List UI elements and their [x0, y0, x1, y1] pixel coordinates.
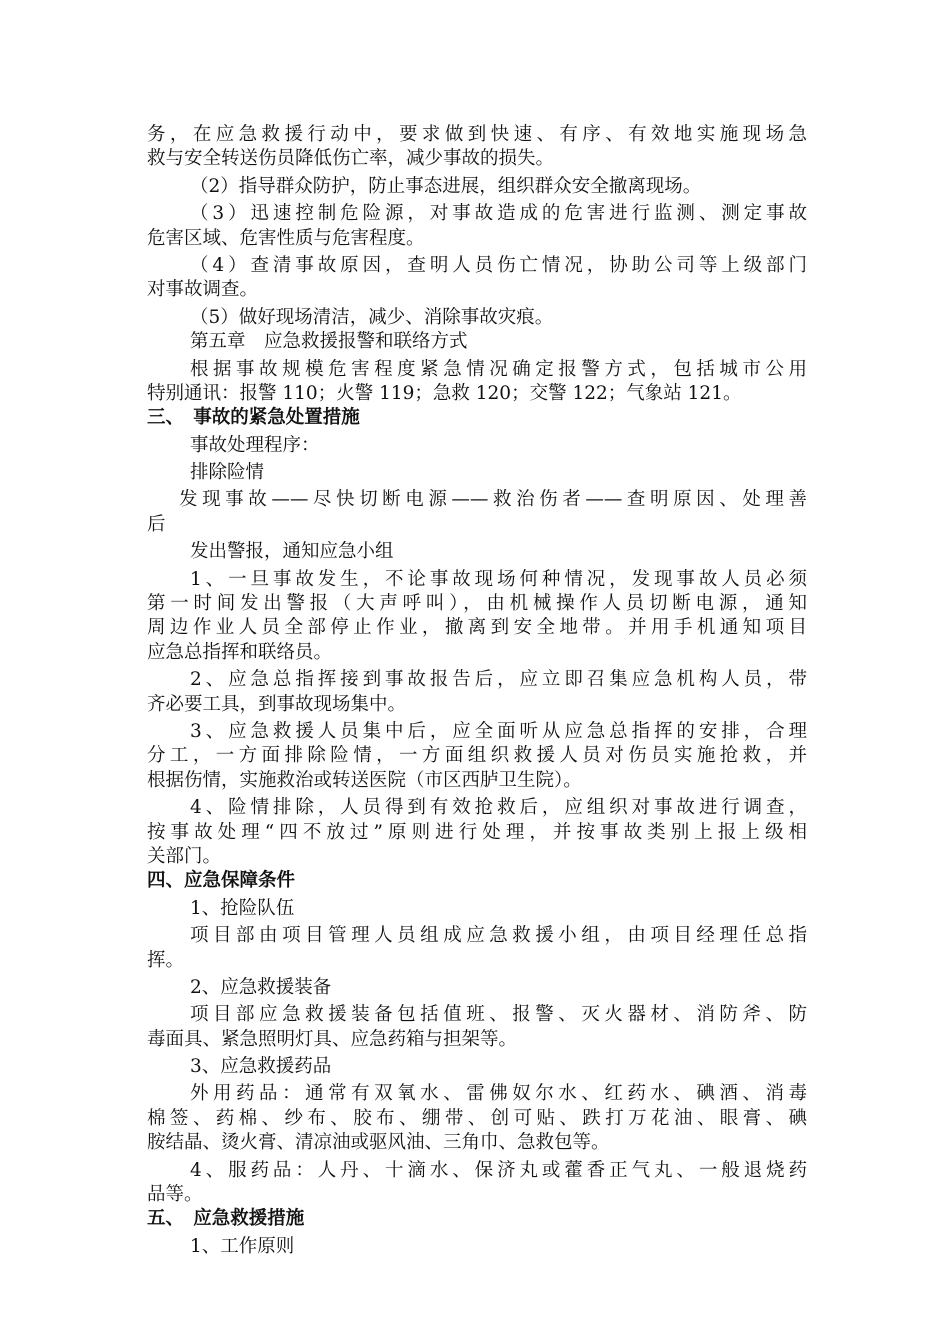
text-line: （2）指导群众防护，防止事态进展，组织群众安全撤离现场。	[190, 175, 702, 197]
text-line: 排除险情	[190, 462, 265, 484]
section-heading: 五、 应急救援措施	[147, 1208, 305, 1230]
text-line: 危害区域、危害性质与危害程度。	[147, 227, 425, 249]
text-line: 分工，一方面排除险情，一方面组织救援人员对伤员实施抢救，并	[147, 745, 807, 767]
text-line: 务，在应急救援行动中，要求做到快速、有序、有效地实施现场急	[147, 124, 807, 145]
text-line: 1、抢险队伍	[190, 897, 295, 919]
text-line: 品等。	[147, 1184, 203, 1206]
chapter-heading: 第五章 应急救援报警和联络方式	[190, 331, 468, 353]
text-line: 关部门。	[147, 845, 222, 867]
text-line: 4、险情排除，人员得到有效抢救后，应组织对事故进行调查，	[190, 797, 807, 819]
section-heading: 三、 事故的紧急处置措施	[147, 407, 360, 429]
text-line: 外用药品：通常有双氧水、雷佛奴尔水、红药水、碘酒、消毒	[190, 1083, 807, 1105]
text-line: 发出警报，通知应急小组	[190, 541, 394, 563]
document-body	[147, 123, 807, 1259]
text-line: 特别通讯：报警 110；火警 119；急救 120；交警 122；气象站 121。	[147, 382, 742, 404]
section-heading: 四、应急保障条件	[147, 870, 296, 892]
text-line: 毒面具、紧急照明灯具、应急药箱与担架等。	[147, 1028, 518, 1050]
text-line: 1、一旦事故发生，不论事故现场何种情况，发现事故人员必须	[190, 568, 807, 590]
text-line: 事故处理程序：	[190, 434, 320, 456]
text-line: 根据事故规模危害程度紧急情况确定报警方式，包括城市公用	[190, 358, 807, 380]
text-line: （4）查清事故原因，查明人员伤亡情况，协助公司等上级部门	[190, 254, 807, 276]
text-line: （3）迅速控制危险源，对事故造成的危害进行监测、测定事故	[190, 203, 807, 225]
text-line: 4、服药品：人丹、十滴水、保济丸或藿香正气丸、一般退烧药	[190, 1159, 807, 1181]
text-line: 周边作业人员全部停止作业，撤离到安全地带。并用手机通知项目	[147, 617, 807, 639]
text-line: 根据伤情，实施救治或转送医院（市区西胪卫生院）。	[147, 769, 582, 791]
text-line: 3、应急救援人员集中后，应全面听从应急总指挥的安排，合理	[190, 720, 807, 742]
text-line: 按事故处理“四不放过”原则进行处理，并按事故类别上报上级相	[147, 821, 807, 843]
text-line: 救与安全转送伤员降低伤亡率，减少事故的损失。	[147, 148, 555, 170]
text-line: 项目部由项目管理人员组成应急救援小组，由项目经理任总指	[190, 925, 807, 947]
text-line: 后	[147, 513, 166, 535]
text-line: 应急总指挥和联络员。	[147, 641, 333, 663]
text-line: 胺结晶、烫火膏、清凉油或驱风油、三角巾、急救包等。	[147, 1132, 610, 1154]
text-line: 齐必要工具，到事故现场集中。	[147, 693, 407, 715]
text-line: 2、应急总指挥接到事故报告后，应立即召集应急机构人员，带	[190, 669, 807, 691]
text-line: 对事故调查。	[147, 279, 259, 301]
text-line: 棉签、药棉、纱布、胶布、绷带、创可贴、跌打万花油、眼膏、碘	[147, 1107, 807, 1129]
text-line: 项目部应急救援装备包括值班、报警、灭火器材、消防斧、防	[190, 1004, 807, 1026]
text-line: 3、应急救援药品	[190, 1056, 332, 1078]
text-line: 第一时间发出警报（大声呼叫），由机械操作人员切断电源，通知	[147, 593, 807, 615]
text-line: （5）做好现场清洁，减少、消除事故灾痕。	[190, 306, 554, 328]
text-line: 2、应急救援装备	[190, 976, 332, 998]
text-line: 1、工作原则	[190, 1235, 295, 1257]
text-line: 发现事故——尽快切断电源——救治伤者——查明原因、处理善	[179, 489, 807, 511]
text-line: 挥。	[147, 949, 185, 971]
